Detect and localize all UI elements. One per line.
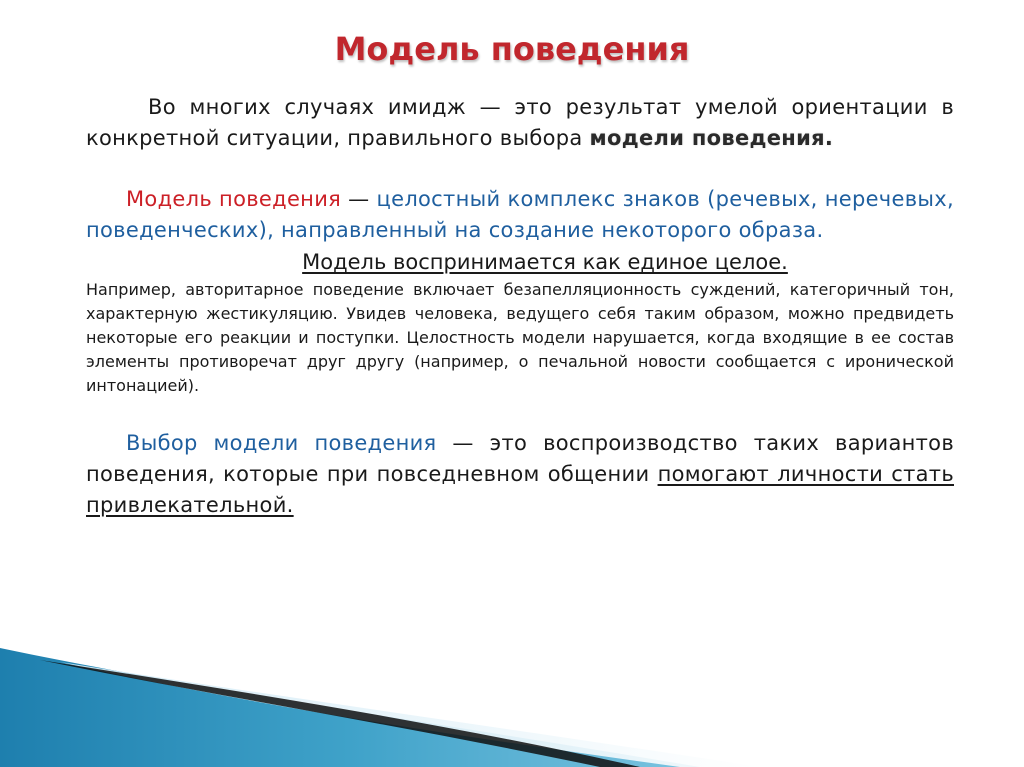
definition-term: Модель поведения: [126, 187, 342, 211]
centered-statement: [86, 248, 954, 276]
choice-underlined: помогают личности стать привлекательной.: [86, 462, 954, 517]
paragraph-choice: [86, 428, 954, 521]
definition-text: целостный комплекс знаков (речевых, неречевых, поведенческих), направленный на создание некоторого образа.: [86, 187, 954, 242]
slide-content: [86, 92, 954, 521]
choice-term: Выбор модели поведения: [126, 431, 437, 455]
intro-text: Во многих случаях имидж — это результат умелой ориентации в конкретной ситуации, правильного выбора: [86, 95, 954, 150]
paragraph-definition: [86, 184, 954, 246]
page-title: Модель поведения: [334, 30, 690, 68]
paragraph-intro: [86, 92, 954, 154]
intro-emphasis: модели поведения.: [589, 126, 834, 150]
paragraph-example: Например, авторитарное поведение включает безапелляционность суждений, категоричный тон, характерную жестикуляцию. Увидев человека, ведущего себя таким образом, можно предвидеть некоторые его реакции и поступки. Целостность модели нарушается, когда входящие в ее состав элементы противоречат друг другу (например, о печальной новости сообщается с иронической интонацией).: [86, 280, 954, 395]
definition-dash: —: [341, 187, 377, 211]
centered-statement-text: Модель воспринимается как единое целое.: [302, 250, 788, 274]
choice-text: — это воспроизводство таких вариантов поведения, которые при повседневном общении: [86, 431, 955, 486]
